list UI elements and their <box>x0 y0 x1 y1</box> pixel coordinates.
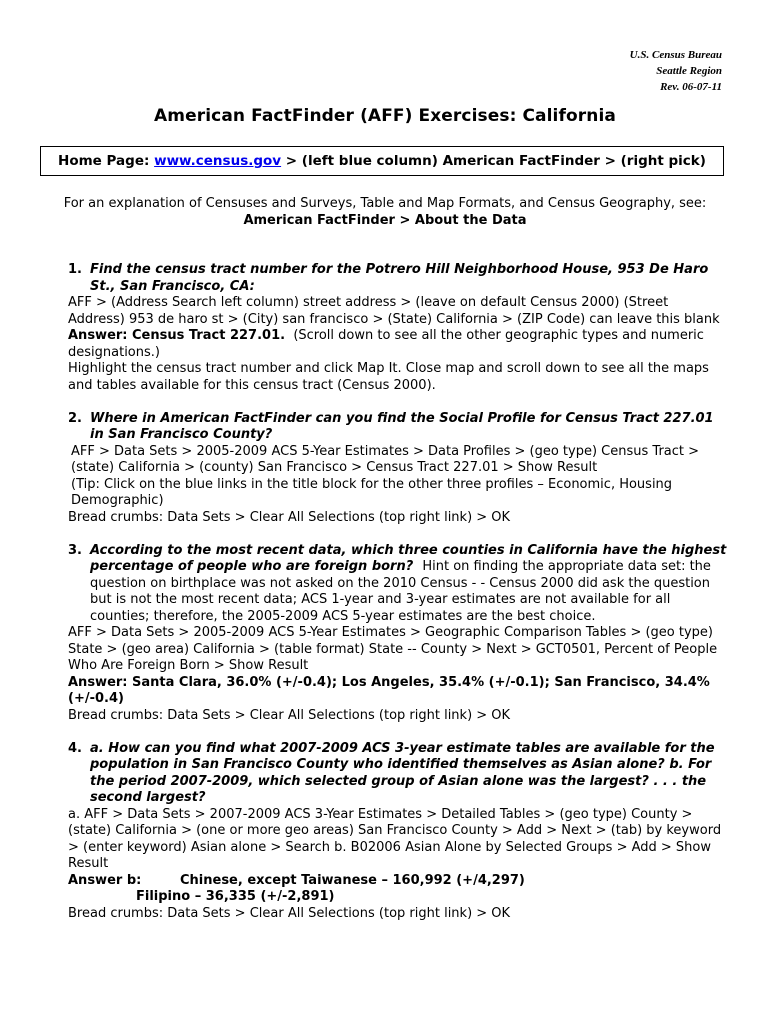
homepage-label: Home Page: <box>58 153 150 169</box>
answer-first: Chinese, except Taiwanese – 160,992 (+/4,297) <box>180 872 525 888</box>
revision-date: Rev. 06-07-11 <box>660 81 722 93</box>
hint-text: Hint on finding the appropriate data set: the question on birthplace was not asked on the 2010 Census - - Census 2000 did ask the question but is not the most recent data; ACS 1-year and 3-year estimates are not available for all counties; therefore, the 2005-2009 ACS 5-year estimates are the best choice. <box>90 559 711 624</box>
tip-text: (Tip: Click on the blue links in the title block for the other three profiles – Economic, Housing Demographic) <box>71 476 673 508</box>
question-number: 3. <box>68 542 82 558</box>
navigation-path: AFF > Data Sets > 2005-2009 ACS 5-Year Estimates > Data Profiles > (geo type) Census Tract > (state) California > (county) San Francisco > Census Tract 227.01 > Show Result <box>71 443 700 475</box>
question-text: According to the most recent data, which three counties in California have the highest percentage of people who are foreign born? <box>90 542 727 574</box>
question-number: 4. <box>68 740 82 756</box>
answer: Answer: Santa Clara, 36.0% (+/-0.4); Los Angeles, 35.4% (+/-0.1); San Francisco, 34.4% (+/-0.4) <box>68 674 710 706</box>
question-number: 2. <box>68 410 82 426</box>
question-1 <box>68 262 728 394</box>
question-4 <box>68 741 728 923</box>
answer-second: Filipino – 36,335 (+/-2,891) <box>136 889 335 904</box>
homepage-path: > (left blue column) American FactFinder > (right pick) <box>285 153 706 169</box>
intro-text: For an explanation of Censuses and Surveys, Table and Map Formats, and Census Geography, see: <box>63 196 707 211</box>
question-2 <box>68 411 728 527</box>
region-name: Seattle Region <box>656 65 722 77</box>
answer: Answer: Census Tract 227.01. <box>68 328 286 343</box>
question-number: 1. <box>68 262 82 277</box>
breadcrumbs: Bread crumbs: Data Sets > Clear All Selections (top right link) > OK <box>68 707 511 723</box>
homepage-box <box>40 146 724 176</box>
intro-paragraph <box>50 196 720 229</box>
org-name: U.S. Census Bureau <box>629 49 722 61</box>
page-title: American FactFinder (AFF) Exercises: California <box>154 106 616 126</box>
highlight-instructions: Highlight the census tract number and click Map It. Close map and scroll down to see all the maps and tables available for this census tract (Census 2000). <box>68 361 709 393</box>
answer-label: Answer b: <box>68 872 142 888</box>
navigation-path: AFF > Data Sets > 2005-2009 ACS 5-Year Estimates > Geographic Comparison Tables > (geo type) State > (geo area) California > (table format) State -- County > Next > GCT0501, Percent of People Who Are Foreign Born > Show Result <box>68 625 718 673</box>
question-text: Where in American FactFinder can you find the Social Profile for Census Tract 227.01 in San Francisco County? <box>90 410 714 442</box>
question-text: a. How can you find what 2007-2009 ACS 3-year estimate tables are available for the population in San Francisco County who identified themselves as Asian alone? b. For the period 2007-2009, which selected group of Asian alone was the largest? . . . the second largest? <box>90 740 715 805</box>
breadcrumbs: Bread crumbs: Data Sets > Clear All Selections (top right link) > OK <box>68 509 511 525</box>
answer-note: (Scroll down to see all the other geographic types and numeric designations.) <box>68 328 704 360</box>
navigation-path: AFF > (Address Search left column) street address > (leave on default Census 2000) (Street Address) 953 de haro st > (City) san francisco > (State) California > (ZIP Code) can leave this blank <box>68 295 720 327</box>
exercise-list <box>68 262 728 939</box>
document-header <box>630 47 722 95</box>
intro-path: American FactFinder > About the Data <box>243 212 527 228</box>
breadcrumbs: Bread crumbs: Data Sets > Clear All Selections (top right link) > OK <box>68 905 511 921</box>
navigation-path: a. AFF > Data Sets > 2007-2009 ACS 3-Year Estimates > Detailed Tables > (geo type) County > (state) California > (one or more geo areas) San Francisco County > Add > Next > (tab) by keyword > (enter keyword) Asian alone > Search b. B02006 Asian Alone by Selected Groups > Add > Show Result <box>68 806 722 871</box>
question-text: Find the census tract number for the Potrero Hill Neighborhood House, 953 De Haro St., San Francisco, CA: <box>90 262 709 294</box>
question-3 <box>68 543 728 725</box>
census-gov-link[interactable]: www.census.gov <box>154 153 282 169</box>
